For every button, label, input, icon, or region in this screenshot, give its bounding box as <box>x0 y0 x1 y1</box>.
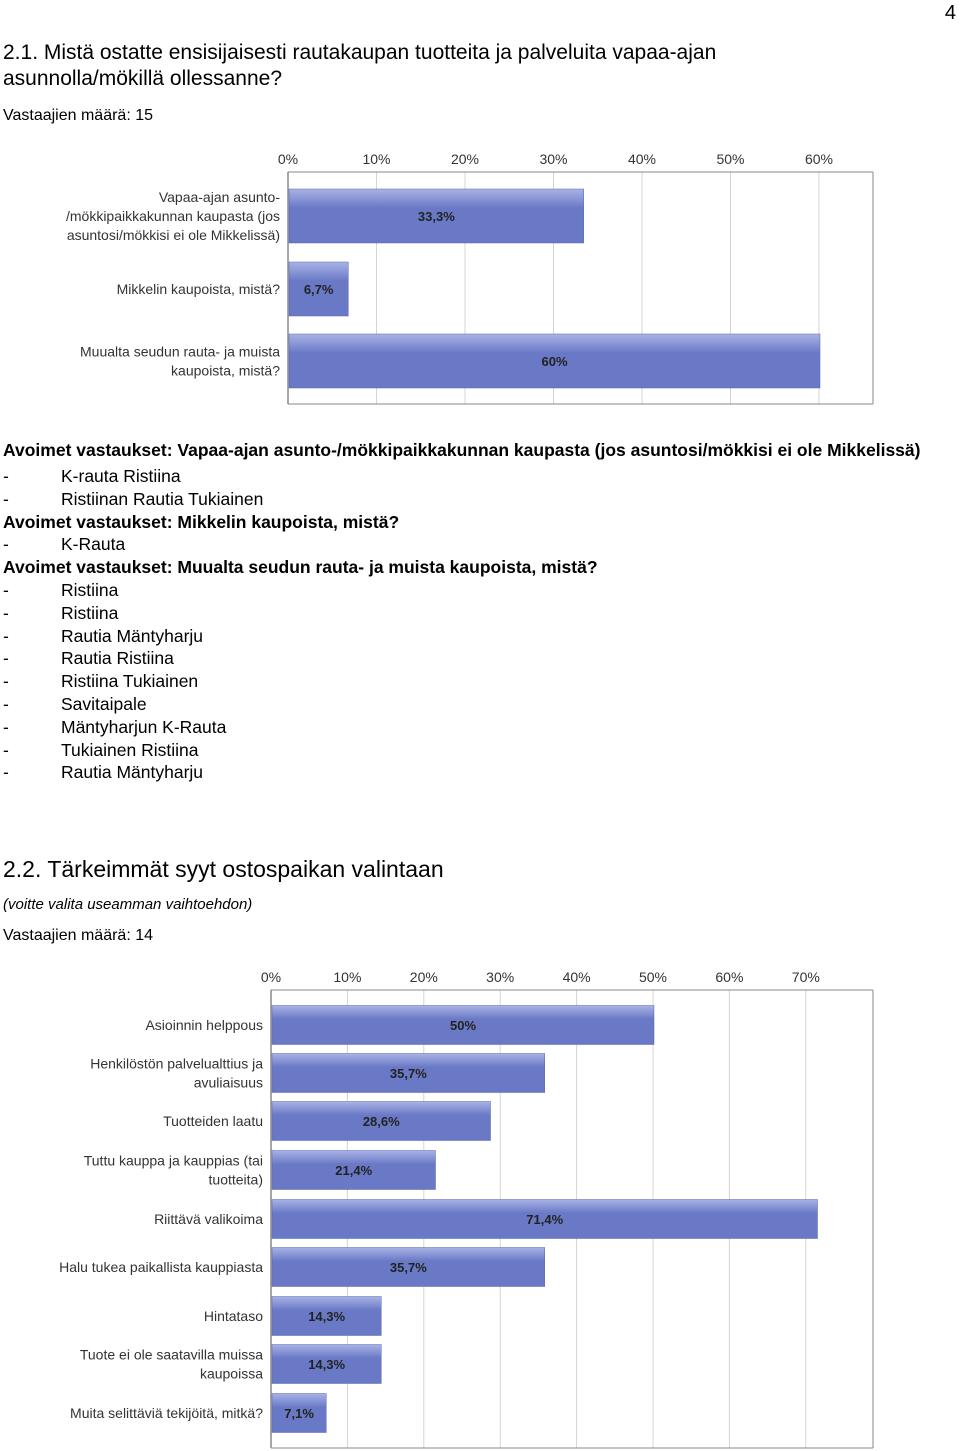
tick-label: 10% <box>362 151 391 167</box>
tick-label: 10% <box>333 969 362 985</box>
question-2-note: (voitte valita useamman vaihtoehdon) <box>3 896 253 913</box>
list-item: - Ristiina Tukiainen <box>3 671 199 692</box>
category-label: kaupoissa <box>199 1365 263 1382</box>
category-label: tuotteita) <box>208 1171 263 1188</box>
data-label: 35,7% <box>389 1066 427 1081</box>
open-answers-header: Avoimet vastaukset: Vapaa-ajan asunto-/mökkipaikkakunnan kaupasta (jos asuntosi/mökkisi ei ole Mikkelissä) <box>3 440 921 460</box>
category-label: Tuote ei ole saatavilla muissa <box>79 1346 263 1363</box>
open-answers-header: Avoimet vastaukset: Mikkelin kaupoista, mistä? <box>3 511 400 532</box>
category-label: Henkilöstön palvelualttius ja <box>90 1055 263 1072</box>
category-label: Tuotteiden laatu <box>163 1113 263 1129</box>
tick-label: 30% <box>539 151 568 167</box>
data-label: 21,4% <box>335 1163 373 1178</box>
category-label: Vapaa-ajan asunto- <box>158 189 280 205</box>
list-item: - Ristiina <box>3 602 119 623</box>
data-label: 35,7% <box>389 1260 427 1275</box>
category-label: asuntosi/mökkisi ei ole Mikkelissä) <box>66 227 280 243</box>
list-item: - Rautia Ristiina <box>3 648 174 669</box>
list-item: - Mäntyharjun K-Rauta <box>3 716 227 737</box>
data-label: 60% <box>541 354 568 369</box>
tick-label: 60% <box>715 969 744 985</box>
category-label: Halu tukea paikallista kauppiasta <box>59 1259 263 1275</box>
tick-label: 20% <box>409 969 438 985</box>
category-label: /mökkipaikkakunnan kaupasta (jos <box>65 208 280 224</box>
category-label: Muita selittäviä tekijöitä, mitkä? <box>70 1405 263 1421</box>
category-label: kaupoista, mistä? <box>171 362 280 379</box>
category-label: Asioinnin helppous <box>145 1017 263 1033</box>
list-item: - Rautia Mäntyharju <box>3 625 204 646</box>
question-2-title: 2.2. Tärkeimmät syyt ostospaikan valintaan <box>3 856 444 882</box>
question-1-title: 2.1. Mistä ostatte ensisijaisesti rautakaupan tuotteita ja palveluita vapaa-ajan asunnolla/mökillä ollessanne? <box>3 41 717 90</box>
list-item: - Ristiina <box>3 579 119 600</box>
list-item: - K-Rauta <box>3 534 126 555</box>
tick-label: 50% <box>716 151 745 167</box>
tick-label: 70% <box>791 969 820 985</box>
list-item: - Rautia Mäntyharju <box>3 762 204 783</box>
tick-label: 40% <box>627 151 657 167</box>
open-answers-header: Avoimet vastaukset: Muualta seudun rauta- ja muista kaupoista, mistä? <box>3 557 598 578</box>
tick-label: 0% <box>260 969 282 985</box>
page-number: 4 <box>944 2 956 24</box>
list-item: - Ristiinan Rautia Tukiainen <box>3 488 264 509</box>
category-label: Mikkelin kaupoista, mistä? <box>116 281 280 297</box>
data-label: 33,3% <box>417 209 455 224</box>
tick-label: 50% <box>638 969 668 985</box>
data-label: 71,4% <box>526 1212 564 1227</box>
tick-label: 0% <box>277 151 299 167</box>
category-label: Hintataso <box>203 1308 263 1324</box>
category-label: Tuttu kauppa ja kauppias (tai <box>83 1152 263 1169</box>
data-label: 6,7% <box>303 282 334 297</box>
tick-label: 20% <box>450 151 480 167</box>
data-label: 14,3% <box>308 1357 346 1372</box>
tick-label: 30% <box>486 969 515 985</box>
category-label: avuliaisuus <box>193 1074 263 1091</box>
category-label: Riittävä valikoima <box>154 1211 263 1227</box>
data-label: 14,3% <box>308 1309 346 1324</box>
data-label: 50% <box>449 1018 477 1033</box>
tick-label: 60% <box>804 151 834 167</box>
list-item: - Tukiainen Ristiina <box>3 739 199 760</box>
list-item: - Savitaipale <box>3 693 147 714</box>
question-1-respondents: Vastaajien määrä: 15 <box>3 107 154 124</box>
tick-label: 40% <box>562 969 591 985</box>
question-2-respondents: Vastaajien määrä: 14 <box>3 927 154 944</box>
category-label: Muualta seudun rauta- ja muista <box>80 343 280 360</box>
list-item: - K-rauta Ristiina <box>3 466 181 486</box>
data-label: 28,6% <box>362 1114 400 1129</box>
data-label: 7,1% <box>284 1406 314 1421</box>
